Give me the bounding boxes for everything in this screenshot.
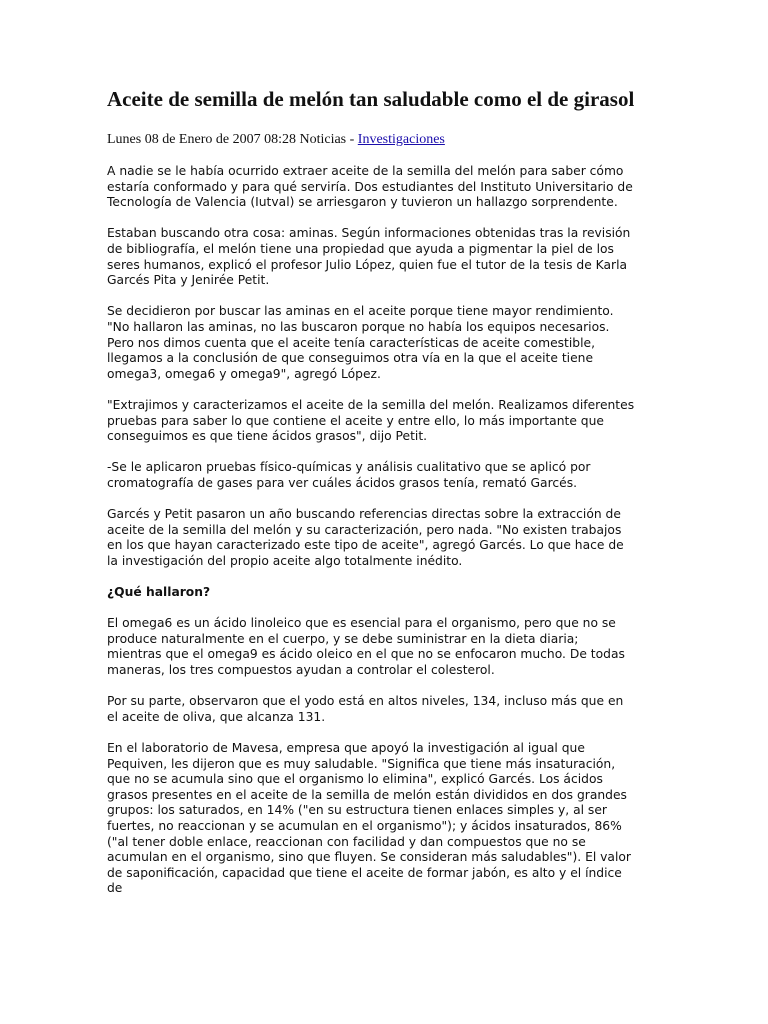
- article-body: [107, 164, 635, 897]
- article-meta: [107, 131, 635, 149]
- paragraph: "Extrajimos y caracterizamos el aceite de la semilla del melón. Realizamos diferentes pruebas para saber lo que contiene el aceite y entre ello, lo más importante que conseguimos es que tiene ácidos grasos", dijo Petit.: [107, 397, 635, 444]
- article-title: Aceite de semilla de melón tan saludable como el de girasol: [107, 87, 635, 111]
- paragraph: Por su parte, observaron que el yodo está en altos niveles, 134, incluso más que en el aceite de oliva, que alcanza 131.: [107, 694, 624, 724]
- article: [107, 86, 635, 913]
- section-heading: ¿Qué hallaron?: [107, 585, 211, 600]
- paragraph: El omega6 es un ácido linoleico que es esencial para el organismo, pero que no se produce naturalmente en el cuerpo, y se debe suministrar en la dieta diaria; mientras que el omega9 es ácido oleico en el que no se enfocaron mucho. De todas maneras, los tres compuestos ayudan a controlar el colesterol.: [107, 616, 625, 677]
- paragraph: A nadie se le había ocurrido extraer aceite de la semilla del melón para saber cómo estaría conformado y para qué serviría. Dos estudiantes del Instituto Universitario de Tecnología de Valencia (Iutval) se arriesgaron y tuvieron un hallazgo sorprendente.: [107, 164, 633, 210]
- paragraph: Estaban buscando otra cosa: aminas. Según informaciones obtenidas tras la revisión de bibliografía, el melón tiene una propiedad que ayuda a pigmentar la piel de los seres humanos, explicó el profesor Julio López, quien fue el tutor de la tesis de Karla Garcés Pita y Jenirée Petit.: [107, 226, 631, 288]
- article-date: Lunes 08 de Enero de 2007 08:28 Noticias -: [107, 132, 358, 147]
- paragraph: Garcés y Petit pasaron un año buscando referencias directas sobre la extracción de aceite de la semilla del melón y su caracterización, pero nada. "No existen trabajos en los que hayan caracterizado este tipo de aceite", agregó Garcés. Lo que hace de la investigación del propio aceite algo totalmente inédito.: [107, 507, 624, 568]
- paragraph: -Se le aplicaron pruebas físico-químicas y análisis cualitativo que se aplicó por cromatografía de gases para ver cuáles ácidos grasos tenía, remató Garcés.: [107, 460, 591, 490]
- paragraph: Se decidieron por buscar las aminas en el aceite porque tiene mayor rendimiento. "No hallaron las aminas, no las buscaron porque no había los equipos necesarios. Pero nos dimos cuenta que el aceite tenía características de aceite comestible, llegamos a la conclusión de que conseguimos otra vía en la que el aceite tiene omega3, omega6 y omega9", agregó López.: [107, 304, 614, 381]
- paragraph: En el laboratorio de Mavesa, empresa que apoyó la investigación al igual que Pequiven, les dijeron que es muy saludable. "Significa que tiene más insaturación, que no se acumula sino que el organismo lo elimina", explicó Garcés. Los ácidos grasos presentes en el aceite de la semilla de melón están divididos en dos grandes grupos: los saturados, en 14% ("en su estructura tienen enlaces simples y, al ser fuertes, no reaccionan y se acumulan en el organismo"); y ácidos insaturados, 86% ("al tener doble enlace, reaccionan con facilidad y dan compuestos que no se acumulan en el organismo, sino que fluyen. Se consideran más saludables"). El valor de saponificación, capacidad que tiene el aceite de formar jabón, es alto y el índice de: [107, 740, 631, 896]
- category-link[interactable]: Investigaciones: [357, 132, 445, 147]
